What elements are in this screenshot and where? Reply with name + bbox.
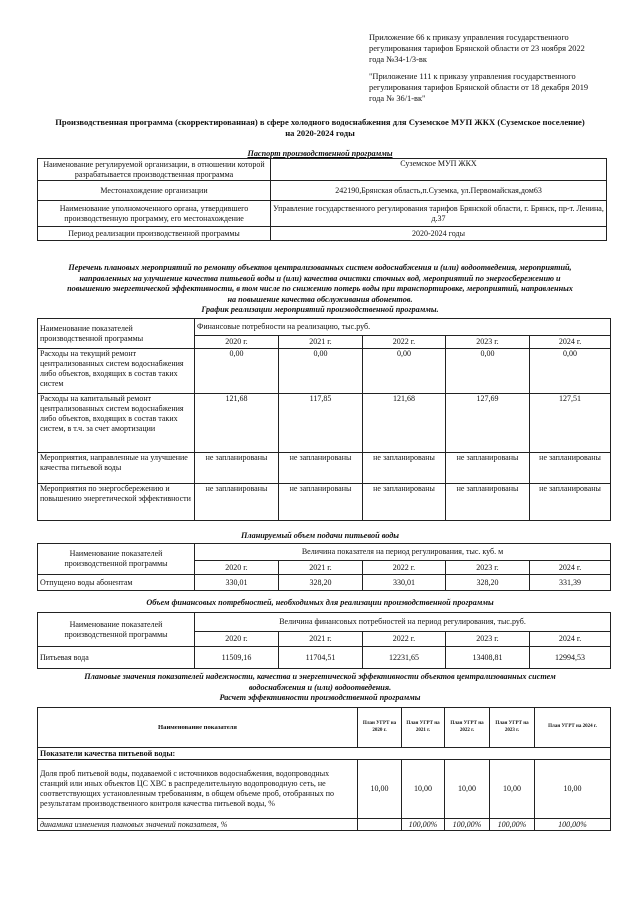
caption-line: повышению энергетической эффективности, в том числе по снижению потерь воды при транспортировке, мероприятий, направленных bbox=[67, 284, 573, 293]
finance-caption: Объем финансовых потребностей, необходимых для реализации производственной программы bbox=[146, 598, 494, 607]
cell-value: 100,00% bbox=[535, 819, 611, 831]
table-row bbox=[38, 575, 611, 591]
cell-value: 10,00 bbox=[490, 760, 535, 819]
year-header: 2023 г. bbox=[446, 632, 530, 647]
reliability-table bbox=[37, 707, 611, 831]
cell-value: 0,00 bbox=[279, 349, 363, 394]
table-row bbox=[38, 159, 607, 181]
table-header-row bbox=[38, 708, 611, 748]
row-label: Отпущено воды абонентам bbox=[38, 575, 195, 591]
caption-line: График реализации мероприятий производственной программы. bbox=[201, 305, 439, 314]
plan-header: План УГРТ на 2023 г. bbox=[490, 708, 535, 748]
cell-value: не запланированы bbox=[195, 453, 279, 484]
table-row bbox=[38, 484, 611, 521]
cell-value: 328,20 bbox=[279, 575, 363, 591]
caption-line: на повышение качества обслуживания абонентов. bbox=[227, 294, 413, 304]
title-line: Производственная программа (скорректированная) в сфере холодного водоснабжения для Суземское МУП ЖКХ (Суземское поселение) bbox=[55, 117, 585, 127]
schedule-head-label: Наименование показателей производственной программы bbox=[38, 319, 195, 349]
cell-value: 117,85 bbox=[279, 394, 363, 453]
table-row bbox=[38, 201, 607, 227]
header-line: регулирования тарифов Брянской области от 23 ноября 2022 bbox=[369, 44, 585, 53]
header-line: года №34-1/3-вк bbox=[369, 55, 427, 64]
cell-value: 331,39 bbox=[530, 575, 611, 591]
year-header: 2020 г. bbox=[195, 561, 279, 575]
finance-head-label: Наименование показателей производственной программы bbox=[38, 613, 195, 647]
cell-value: 0,00 bbox=[446, 349, 530, 394]
cell-value: 11509,16 bbox=[195, 647, 279, 669]
caption-line: Плановые значения показателей надежности, качества и энергетической эффективности объектов централизованных систем bbox=[84, 672, 556, 681]
year-header: 2023 г. bbox=[446, 336, 530, 349]
reliability-head-label: Наименование показателя bbox=[38, 708, 358, 748]
row-label: Мероприятия, направленные на улучшение качества питьевой воды bbox=[38, 453, 195, 484]
cell-value: 121,68 bbox=[195, 394, 279, 453]
header-line: регулирования тарифов Брянской области от 18 декабря 2019 bbox=[369, 83, 589, 92]
table-header-row bbox=[38, 319, 611, 336]
caption-line: Расчет эффективности производственной программы bbox=[219, 693, 421, 702]
volume-table bbox=[37, 543, 611, 591]
year-header: 2022 г. bbox=[363, 336, 446, 349]
cell-value: 0,00 bbox=[195, 349, 279, 394]
header-line: года № 36/1-вк" bbox=[369, 94, 426, 103]
measures-caption bbox=[18, 263, 622, 316]
cell-value: не запланированы bbox=[363, 453, 446, 484]
cell-value: не запланированы bbox=[279, 484, 363, 521]
year-header: 2024 г. bbox=[530, 632, 611, 647]
plan-header: План УГРТ на 2024 г. bbox=[535, 708, 611, 748]
row-label: Расходы на текущий ремонт централизованных систем водоснабжения либо объектов, входящих в состав таких систем bbox=[38, 349, 195, 394]
volume-head-label: Наименование показателей производственной программы bbox=[38, 544, 195, 575]
passport-label: Наименование регулируемой организации, в отношении которой разрабатывается производственная программа bbox=[38, 159, 271, 181]
order-header bbox=[369, 32, 629, 104]
passport-value: Управление государственного регулирования тарифов Брянской области, г. Брянск, пр-т. Ленина, д.37 bbox=[271, 201, 607, 227]
title-line: на 2020-2024 годы bbox=[285, 128, 355, 138]
year-header: 2021 г. bbox=[279, 336, 363, 349]
schedule-table bbox=[37, 318, 611, 521]
cell-value: 10,00 bbox=[445, 760, 490, 819]
finance-table bbox=[37, 612, 611, 669]
cell-value: 328,20 bbox=[446, 575, 530, 591]
header-line: "Приложение 111 к приказу управления государственного bbox=[369, 72, 576, 81]
passport-value: 2020-2024 годы bbox=[271, 227, 607, 241]
cell-value: 100,00% bbox=[490, 819, 535, 831]
row-label: динамика изменения плановых значений показателя, % bbox=[38, 819, 358, 831]
table-row bbox=[38, 760, 611, 819]
page-title bbox=[18, 117, 622, 139]
table-row bbox=[38, 181, 607, 201]
caption-line: водоснабжения и (или) водоотведения. bbox=[248, 682, 392, 692]
reliability-caption bbox=[18, 672, 622, 704]
finance-head-group: Величина финансовых потребностей на период регулирования, тыс.руб. bbox=[195, 613, 611, 632]
table-header-row bbox=[38, 544, 611, 561]
plan-header: План УГРТ на 2021 г. bbox=[402, 708, 445, 748]
cell-value: не запланированы bbox=[446, 453, 530, 484]
year-header: 2020 г. bbox=[195, 336, 279, 349]
passport-caption: Паспорт производственной программы bbox=[247, 149, 393, 158]
year-header: 2024 г. bbox=[530, 336, 611, 349]
passport-value: Суземское МУП ЖКХ bbox=[271, 159, 607, 181]
cell-value: не запланированы bbox=[446, 484, 530, 521]
cell-value: не запланированы bbox=[279, 453, 363, 484]
row-label: Мероприятия по энергосбережению и повышению энергетической эффективности bbox=[38, 484, 195, 521]
volume-caption: Планируемый объем подачи питьевой воды bbox=[241, 531, 399, 540]
cell-value: 330,01 bbox=[195, 575, 279, 591]
cell-value: 121,68 bbox=[363, 394, 446, 453]
schedule-head-group: Финансовые потребности на реализацию, тыс.руб. bbox=[195, 319, 611, 336]
table-row bbox=[38, 227, 607, 241]
cell-value: 10,00 bbox=[402, 760, 445, 819]
table-row bbox=[38, 394, 611, 453]
year-header: 2021 г. bbox=[279, 561, 363, 575]
caption-line: Перечень плановых мероприятий по ремонту объектов централизованных систем водоснабжения и (или) водоотведения, мероприятий, bbox=[68, 263, 572, 272]
cell-value: 10,00 bbox=[358, 760, 402, 819]
cell-value: не запланированы bbox=[195, 484, 279, 521]
cell-value: 11704,51 bbox=[279, 647, 363, 669]
table-row bbox=[38, 647, 611, 669]
passport-table bbox=[37, 158, 607, 241]
cell-value: 0,00 bbox=[530, 349, 611, 394]
cell-value: не запланированы bbox=[530, 484, 611, 521]
table-header-row bbox=[38, 613, 611, 632]
cell-value: 12231,65 bbox=[363, 647, 446, 669]
cell-value: 10,00 bbox=[535, 760, 611, 819]
plan-header: План УГРТ на 2020 г. bbox=[358, 708, 402, 748]
year-header: 2022 г. bbox=[363, 632, 446, 647]
year-header: 2022 г. bbox=[363, 561, 446, 575]
cell-value: 12994,53 bbox=[530, 647, 611, 669]
passport-label: Период реализации производственной программы bbox=[38, 227, 271, 241]
cell-value: 0,00 bbox=[363, 349, 446, 394]
row-label: Питьевая вода bbox=[38, 647, 195, 669]
section-title: Показатели качества питьевой воды: bbox=[38, 748, 611, 760]
row-label: Доля проб питьевой воды, подаваемой с источников водоснабжения, водопроводных станций или иных объектов ЦС ХВС в распределительную водопроводную сеть, не соответствующих установленным требованиям, в общем объеме проб, отобранных по результатам производственного контроля качества питьевой воды, % bbox=[38, 760, 358, 819]
passport-label: Местонахождение организации bbox=[38, 181, 271, 201]
table-row bbox=[38, 349, 611, 394]
year-header: 2020 г. bbox=[195, 632, 279, 647]
passport-label: Наименование уполномоченного органа, утвердившего производственную программу, его местонахождение bbox=[38, 201, 271, 227]
year-header: 2021 г. bbox=[279, 632, 363, 647]
cell-value: 100,00% bbox=[402, 819, 445, 831]
passport-value: 242190,Брянская область,п.Суземка, ул.Первомайская,дом63 bbox=[271, 181, 607, 201]
cell-value bbox=[358, 819, 402, 831]
cell-value: 127,51 bbox=[530, 394, 611, 453]
cell-value: 13408,81 bbox=[446, 647, 530, 669]
table-row bbox=[38, 453, 611, 484]
cell-value: 100,00% bbox=[445, 819, 490, 831]
cell-value: не запланированы bbox=[530, 453, 611, 484]
section-row bbox=[38, 748, 611, 760]
table-row bbox=[38, 819, 611, 831]
year-header: 2023 г. bbox=[446, 561, 530, 575]
cell-value: 127,69 bbox=[446, 394, 530, 453]
row-label: Расходы на капитальный ремонт централизованных систем водоснабжения либо объектов, входящих в состав таких систем, в т.ч. за счет амортизации bbox=[38, 394, 195, 453]
cell-value: не запланированы bbox=[363, 484, 446, 521]
plan-header: План УГРТ на 2022 г. bbox=[445, 708, 490, 748]
caption-line: направленных на улучшение качества питьевой воды и (или) качества очистки сточных вод, мероприятий по энергосбережению и bbox=[79, 273, 561, 283]
year-header: 2024 г. bbox=[530, 561, 611, 575]
header-line: Приложение 66 к приказу управления государственного bbox=[369, 33, 569, 42]
cell-value: 330,01 bbox=[363, 575, 446, 591]
volume-head-group: Величина показателя на период регулирования, тыс. куб. м bbox=[195, 544, 611, 561]
